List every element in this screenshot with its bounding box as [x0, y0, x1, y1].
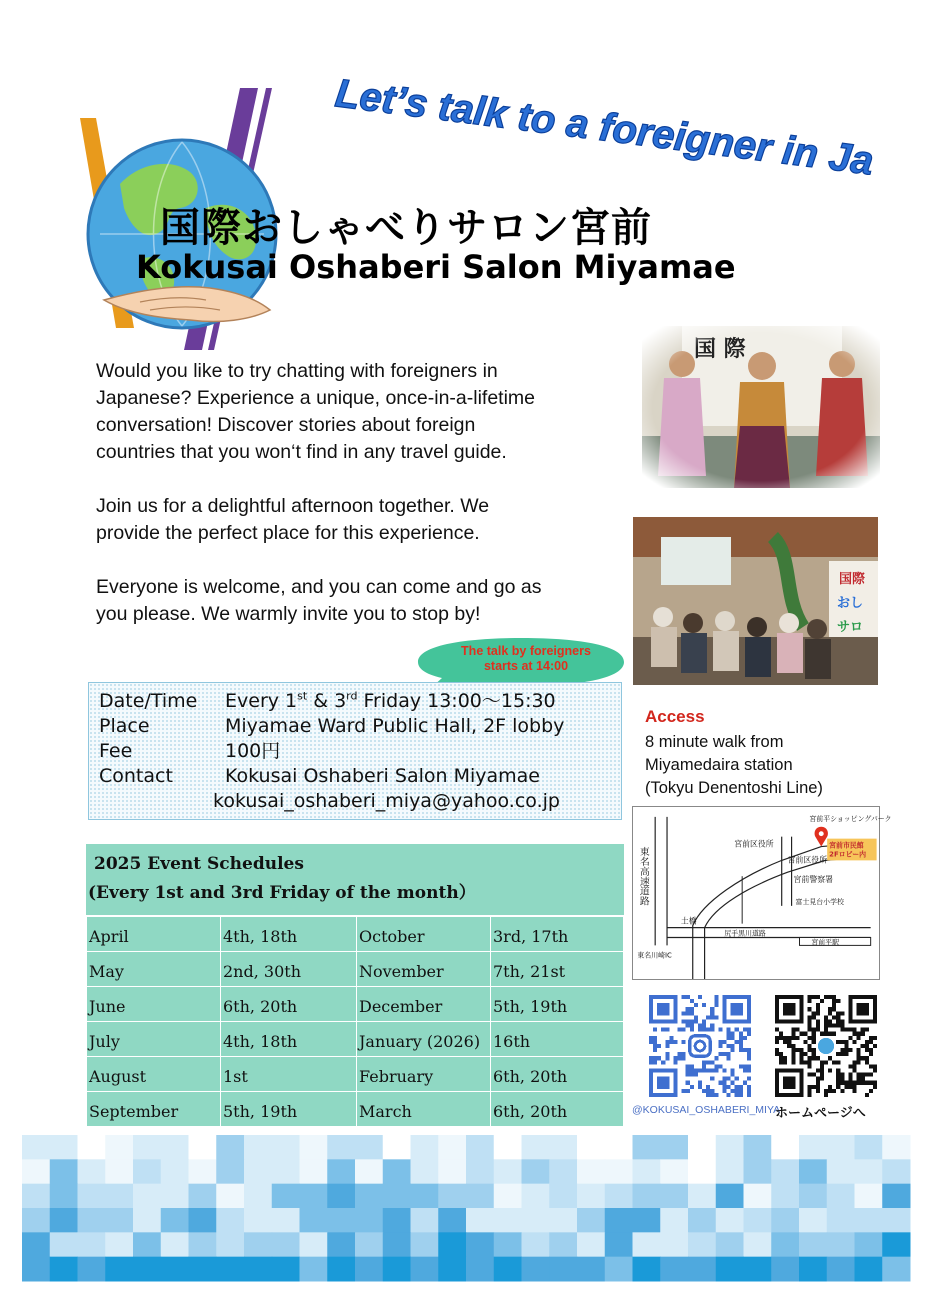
table-row [87, 987, 624, 1022]
place-value: Miyamae Ward Public Hall, 2F lobby [225, 715, 565, 737]
page-title-japanese: 国際おしゃべりサロン宮前 [160, 205, 652, 251]
slogan-banner [317, 43, 876, 188]
contact-email[interactable]: kokusai_oshaberi_miya@yahoo.co.jp [213, 790, 560, 812]
map-label-station: 宮前平駅 [811, 938, 839, 947]
dates-cell: 6th, 20th [491, 1057, 624, 1092]
map-label-tsuchihashi: 土橋 [680, 916, 697, 926]
month-cell: May [87, 952, 221, 987]
map-label-kanagawa-road: 尻手黒川道路 [724, 929, 766, 938]
intro-text [96, 358, 626, 655]
intro-paragraph-1: Would you like to try chatting with foreigners in Japanese? Experience a unique, once-in-a-lifetime conversation! Discover stories about foreign countries that you won‘t find in any travel guide. [96, 360, 536, 463]
dates-cell: 5th, 19th [221, 1092, 357, 1127]
page-title-english: Kokusai Oshaberi Salon Miyamae [136, 248, 736, 286]
table-row [87, 1057, 624, 1092]
dates-cell: 4th, 18th [221, 917, 357, 952]
schedule-grid [86, 916, 624, 1127]
month-cell: October [357, 917, 491, 952]
schedule-title: 2025 Event Schedules [94, 854, 304, 874]
datetime-value: Every 1st & 3rd Friday 13:00～15:30 [225, 689, 556, 712]
photo-audience [633, 517, 878, 685]
dates-cell: 6th, 20th [221, 987, 357, 1022]
dates-cell: 4th, 18th [221, 1022, 357, 1057]
month-cell: November [357, 952, 491, 987]
fee-label: Fee [99, 740, 133, 762]
dates-cell: 5th, 19th [491, 987, 624, 1022]
schedule-header [86, 844, 624, 916]
dates-cell: 2nd, 30th [221, 952, 357, 987]
dates-cell: 6th, 20th [491, 1092, 624, 1127]
map-label-ward: 宮前区役所 [787, 855, 828, 865]
dates-cell: 3rd, 17th [491, 917, 624, 952]
datetime-label: Date/Time [99, 690, 198, 712]
info-row-datetime [99, 689, 621, 714]
info-row-contact [99, 764, 621, 789]
info-row-fee [99, 739, 621, 764]
bubble-line-2: starts at 14:00 [483, 659, 569, 673]
map-label-hall-1: 宮前市民館 [829, 841, 864, 850]
info-row-place [99, 714, 621, 739]
contact-value: Kokusai Oshaberi Salon Miyamae [225, 765, 540, 787]
month-cell: July [87, 1022, 221, 1057]
schedule-table [86, 844, 624, 1127]
access-directions: 8 minute walk from Miyamedaira station (Tokyu Denentoshi Line) [645, 733, 823, 797]
globe-icon [818, 1038, 834, 1054]
map-label-expressway: 東名高速道路 [637, 846, 649, 906]
month-cell: June [87, 987, 221, 1022]
month-cell: February [357, 1057, 491, 1092]
svg-text:国際: 国際 [839, 572, 866, 587]
intro-paragraph-3: Everyone is welcome, and you can come and go as you please. We warmly invite you to stop by! [96, 576, 542, 625]
map-label-ward-top: 宮前区役所 [734, 839, 774, 849]
instagram-handle[interactable]: @KOKUSAI_OSHABERI_MIYA [632, 1104, 781, 1116]
info-row-email [99, 789, 621, 814]
table-row [87, 1022, 624, 1057]
photo-dancers [642, 326, 880, 488]
fee-value: 100円 [225, 740, 281, 762]
dates-cell: 16th [491, 1022, 624, 1057]
event-info-box [88, 682, 622, 820]
homepage-qr-code[interactable] [774, 995, 878, 1097]
slogan-text: Let’s talk to a foreigner in Japanese! [317, 43, 876, 184]
month-cell: August [87, 1057, 221, 1092]
access-title: Access [645, 707, 705, 726]
month-cell: March [357, 1092, 491, 1127]
month-cell: December [357, 987, 491, 1022]
intro-paragraph-2: Join us for a delightful afternoon together. We provide the perfect place for this experience. [96, 495, 490, 544]
svg-text:サロ: サロ [837, 620, 864, 635]
instagram-qr-code[interactable] [649, 995, 751, 1097]
map-label-shopping: 宮前平ショッピングパーク [809, 814, 892, 823]
month-cell: April [87, 917, 221, 952]
month-cell: January (2026) [357, 1022, 491, 1057]
dates-cell: 1st [221, 1057, 357, 1092]
schedule-subtitle: (Every 1st and 3rd Friday of the month） [88, 883, 476, 903]
footer-mosaic-decoration [22, 1135, 910, 1281]
dates-cell: 7th, 21st [491, 952, 624, 987]
homepage-link-label[interactable]: ホームページへ [775, 1106, 866, 1121]
access-map [632, 806, 892, 980]
svg-text:おし: おし [837, 596, 864, 611]
contact-label: Contact [99, 765, 173, 787]
table-row [87, 1092, 624, 1127]
map-label-ic: 東名川崎IC [637, 951, 672, 960]
table-row [87, 917, 624, 952]
place-label: Place [99, 715, 150, 737]
map-label-police: 宮前警察署 [793, 875, 834, 885]
map-label-hall-2: 2Fロビー内 [829, 850, 867, 859]
map-label-school: 富士見台小学校 [795, 897, 844, 906]
bubble-line-1: The talk by foreigners [461, 644, 591, 658]
month-cell: September [87, 1092, 221, 1127]
table-row [87, 952, 624, 987]
